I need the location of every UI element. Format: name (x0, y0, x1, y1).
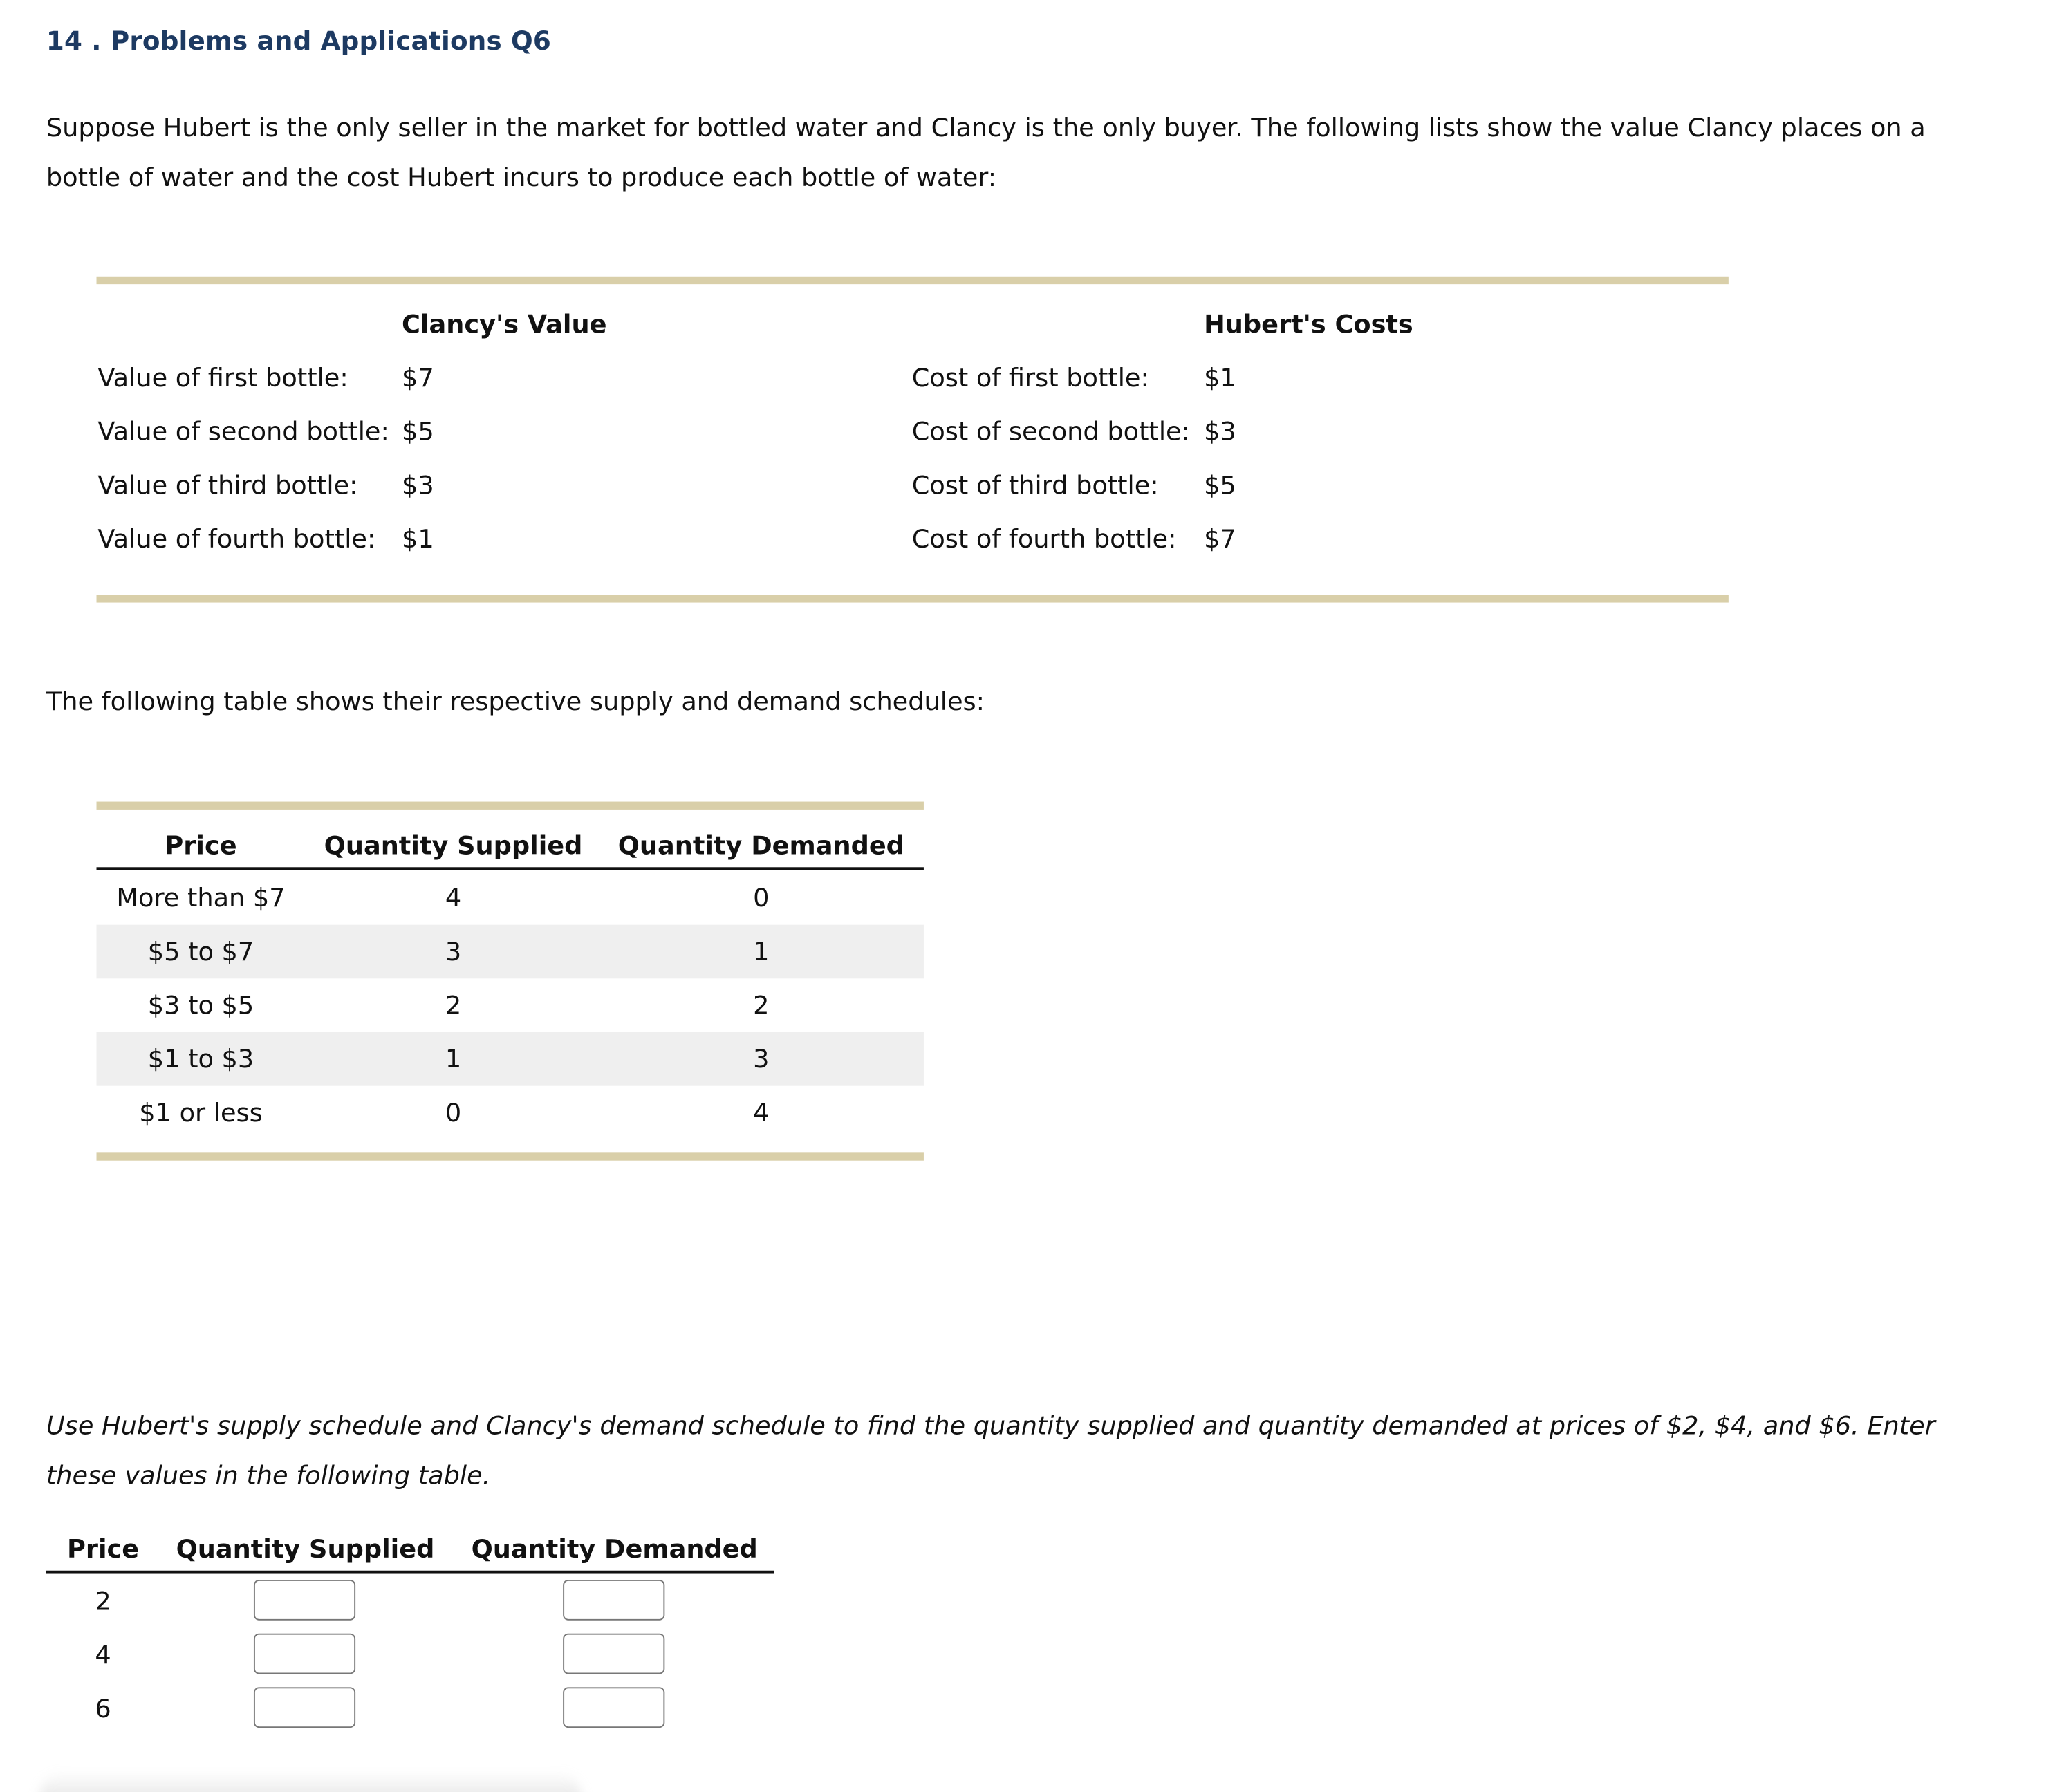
schedule-supplied-cell: 3 (445, 936, 462, 967)
answer-header-price: Price (66, 1533, 140, 1565)
schedule-top-rule (97, 802, 924, 810)
quantity-supplied-input-price-2[interactable] (254, 1580, 355, 1621)
hubert-row-label: Cost of fourth bottle: (911, 523, 1177, 554)
question-title: 14 . Problems and Applications Q6 (46, 26, 552, 57)
clancy-row-label: Value of second bottle: (97, 416, 389, 447)
footer-shadow (39, 1771, 582, 1792)
schedule-header-demanded: Quantity Demanded (617, 830, 904, 861)
clancy-row-label: Value of third bottle: (97, 470, 358, 501)
answer-header-rule (46, 1571, 774, 1574)
quantity-supplied-input-price-4[interactable] (254, 1634, 355, 1674)
schedule-demanded-cell: 3 (753, 1044, 770, 1074)
clancy-row-value: $7 (402, 362, 434, 393)
schedule-supplied-cell: 4 (445, 883, 462, 913)
schedule-supplied-cell: 2 (445, 990, 462, 1020)
table-top-rule (97, 277, 1729, 284)
schedule-intro-text: The following table shows their respective supply and demand schedules: (46, 686, 985, 717)
answer-price-cell: 6 (95, 1693, 111, 1724)
schedule-price-cell: $1 or less (139, 1097, 263, 1128)
schedule-header-supplied: Quantity Supplied (324, 830, 583, 861)
schedule-supplied-cell: 1 (445, 1044, 462, 1074)
hubert-row-label: Cost of second bottle: (911, 416, 1190, 447)
schedule-price-cell: More than $7 (116, 883, 286, 913)
answer-price-cell: 2 (95, 1586, 111, 1617)
clancy-row-label: Value of first bottle: (97, 362, 348, 393)
intro-line-1: Suppose Hubert is the only seller in the market for bottled water and Clancy is the only buyer. The following lists show the value Clancy places on a (46, 112, 1926, 143)
clancy-row-value: $5 (402, 416, 434, 447)
schedule-bottom-rule (97, 1152, 924, 1160)
schedule-demanded-cell: 2 (753, 990, 770, 1020)
clancy-value-heading: Clancy's Value (402, 309, 607, 339)
schedule-demanded-cell: 4 (753, 1097, 770, 1128)
quantity-demanded-input-price-2[interactable] (563, 1580, 664, 1621)
hubert-row-label: Cost of third bottle: (911, 470, 1159, 501)
schedule-header-rule (97, 867, 924, 870)
answer-price-cell: 4 (95, 1640, 111, 1670)
intro-paragraph (46, 104, 2002, 203)
clancy-row-value: $3 (402, 470, 434, 501)
hubert-row-value: $1 (1204, 362, 1236, 393)
instruction-paragraph (46, 1401, 2002, 1501)
schedule-price-cell: $1 to $3 (147, 1044, 254, 1074)
quantity-supplied-input-price-6[interactable] (254, 1687, 355, 1728)
hubert-row-value: $7 (1204, 523, 1236, 554)
hubert-row-value: $5 (1204, 470, 1236, 501)
quantity-demanded-input-price-6[interactable] (563, 1687, 664, 1728)
instruction-line-1: Use Hubert's supply schedule and Clancy's demand schedule to find the quantity supplied and quantity demanded at prices of $2, $4, and $6. Enter (46, 1410, 1935, 1441)
quantity-demanded-input-price-4[interactable] (563, 1634, 664, 1674)
schedule-demanded-cell: 1 (753, 936, 770, 967)
clancy-row-value: $1 (402, 523, 434, 554)
hubert-row-label: Cost of first bottle: (911, 362, 1149, 393)
instruction-line-2: these values in the following table. (46, 1460, 491, 1491)
answer-header-supplied: Quantity Supplied (176, 1533, 435, 1565)
answer-header-demanded: Quantity Demanded (471, 1533, 758, 1565)
schedule-price-cell: $3 to $5 (147, 990, 254, 1020)
schedule-intro (46, 678, 2002, 727)
hubert-costs-heading: Hubert's Costs (1204, 309, 1413, 339)
schedule-price-cell: $5 to $7 (147, 936, 254, 967)
schedule-header-price: Price (165, 830, 237, 861)
clancy-row-label: Value of fourth bottle: (97, 523, 376, 554)
intro-line-2: bottle of water and the cost Hubert incurs to produce each bottle of water: (46, 162, 997, 193)
table-bottom-rule (97, 595, 1729, 602)
schedule-supplied-cell: 0 (445, 1097, 462, 1128)
schedule-demanded-cell: 0 (753, 883, 770, 913)
hubert-row-value: $3 (1204, 416, 1236, 447)
